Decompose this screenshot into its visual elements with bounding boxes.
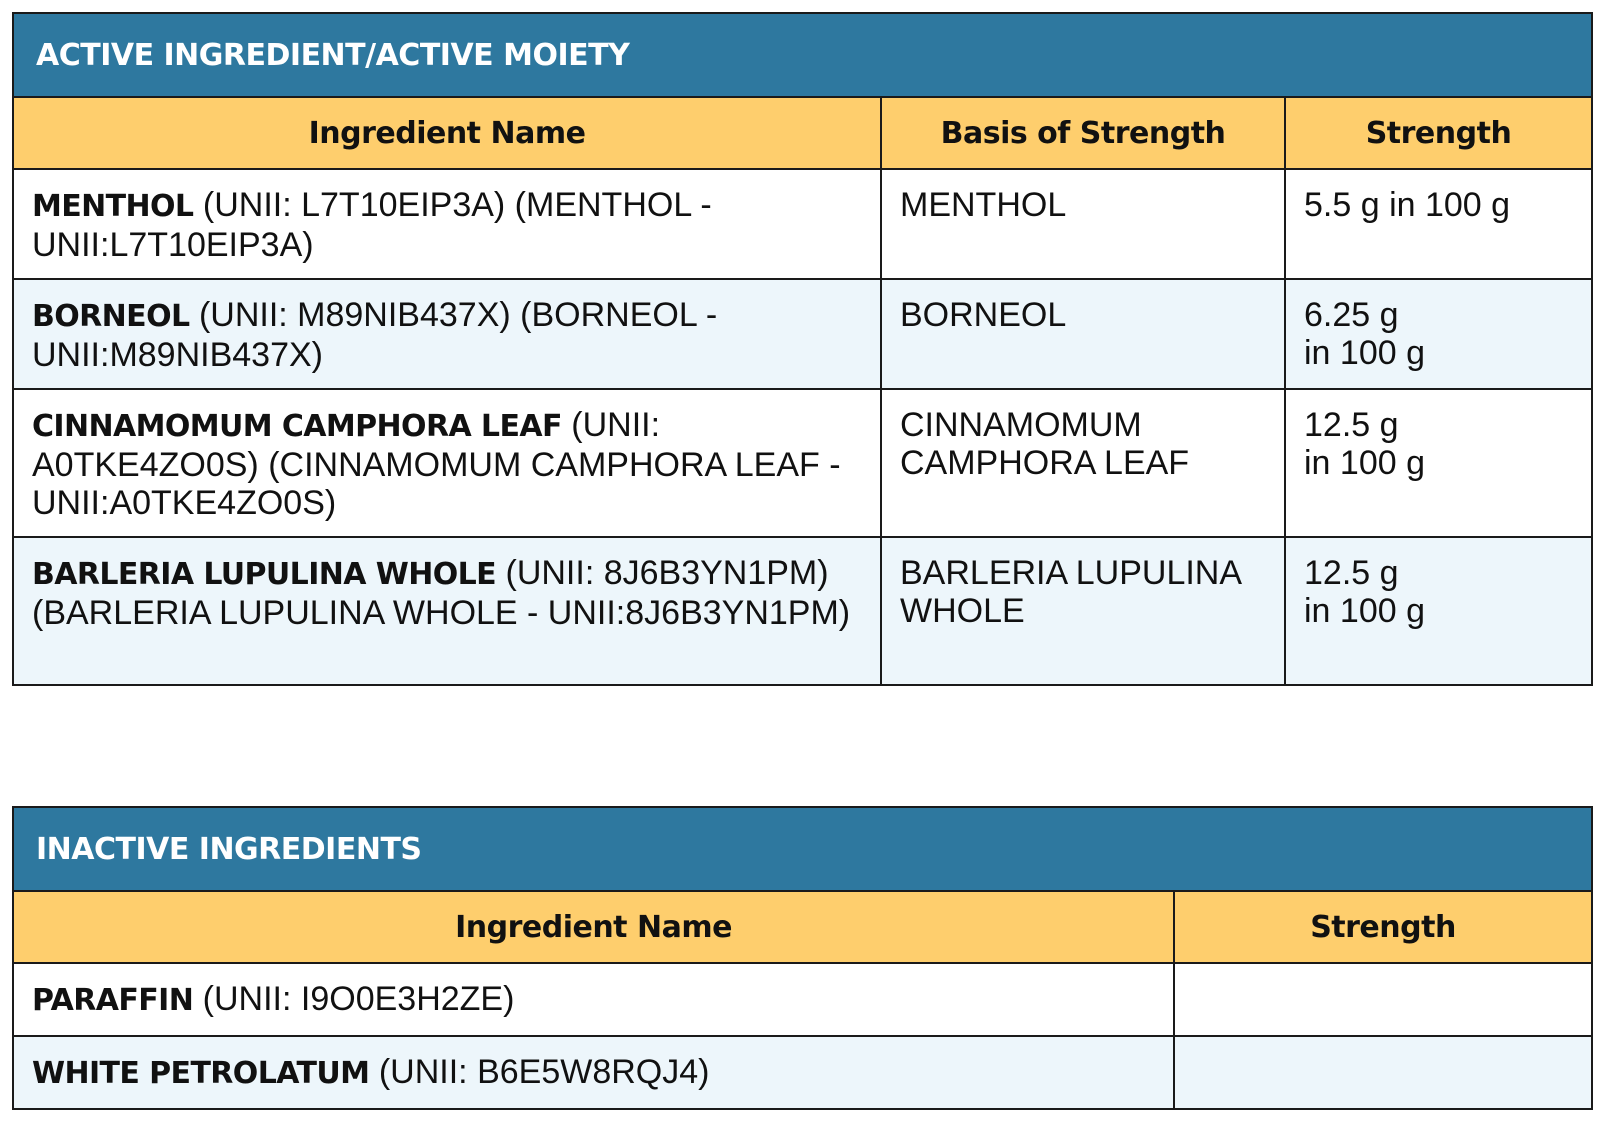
inactive-title-row xyxy=(13,807,1592,891)
column-header-ingredient-name: Ingredient Name xyxy=(13,97,881,169)
column-header-strength: Strength xyxy=(1174,891,1592,963)
strength-cell xyxy=(1174,963,1592,1036)
table-row xyxy=(13,279,1592,389)
strength-cell: 12.5 g in 100 g xyxy=(1285,537,1592,685)
strength-cell: 5.5 g in 100 g xyxy=(1285,169,1592,279)
active-title-row xyxy=(13,13,1592,97)
basis-of-strength-cell: CINNAMOMUM CAMPHORA LEAF xyxy=(881,389,1285,537)
ingredient-name-cell xyxy=(13,1036,1174,1109)
table-row xyxy=(13,963,1592,1036)
ingredient-unii: (UNII: L7T10EIP3A) (MENTHOL - UNII:L7T10EIP3A) xyxy=(32,186,712,264)
ingredient-unii: (UNII: M89NIB437X) (BORNEOL - UNII:M89NIB437X) xyxy=(32,296,718,374)
table-row xyxy=(13,389,1592,537)
active-ingredients-title: ACTIVE INGREDIENT/ACTIVE MOIETY xyxy=(13,13,1592,97)
active-ingredients-table xyxy=(12,12,1593,686)
ingredient-name: BARLERIA LUPULINA WHOLE xyxy=(32,557,497,592)
ingredient-name: CINNAMOMUM CAMPHORA LEAF xyxy=(32,409,562,444)
inactive-header-row xyxy=(13,891,1592,963)
ingredient-unii: (UNII: B6E5W8RQJ4) xyxy=(369,1052,710,1091)
table-row xyxy=(13,537,1592,685)
ingredient-name-cell xyxy=(13,389,881,537)
ingredient-unii: (UNII: I9O0E3H2ZE) xyxy=(193,979,515,1018)
ingredient-unii: (UNII: 8J6B3YN1PM) (BARLERIA LUPULINA WHOLE - UNII:8J6B3YN1PM) xyxy=(32,554,851,632)
ingredient-name: MENTHOL xyxy=(32,189,194,224)
column-header-basis-of-strength: Basis of Strength xyxy=(881,97,1285,169)
table-row xyxy=(13,1036,1592,1109)
column-header-strength: Strength xyxy=(1285,97,1592,169)
ingredient-name: BORNEOL xyxy=(32,299,190,334)
strength-cell xyxy=(1174,1036,1592,1109)
ingredient-name-cell xyxy=(13,537,881,685)
basis-of-strength-cell: BORNEOL xyxy=(881,279,1285,389)
ingredient-name: PARAFFIN xyxy=(32,982,194,1018)
strength-cell: 6.25 g in 100 g xyxy=(1285,279,1592,389)
column-header-ingredient-name: Ingredient Name xyxy=(13,891,1174,963)
ingredient-name-cell xyxy=(13,963,1174,1036)
ingredient-name-cell xyxy=(13,169,881,279)
ingredient-name-cell xyxy=(13,279,881,389)
active-header-row xyxy=(13,97,1592,169)
inactive-ingredients-table xyxy=(12,806,1593,1110)
ingredient-name: WHITE PETROLATUM xyxy=(32,1055,370,1091)
table-row xyxy=(13,169,1592,279)
inactive-ingredients-title: INACTIVE INGREDIENTS xyxy=(13,807,1592,891)
basis-of-strength-cell: BARLERIA LUPULINA WHOLE xyxy=(881,537,1285,685)
strength-cell: 12.5 g in 100 g xyxy=(1285,389,1592,537)
basis-of-strength-cell: MENTHOL xyxy=(881,169,1285,279)
ingredient-unii: (UNII: A0TKE4ZO0S) (CINNAMOMUM CAMPHORA LEAF - UNII:A0TKE4ZO0S) xyxy=(32,406,841,522)
